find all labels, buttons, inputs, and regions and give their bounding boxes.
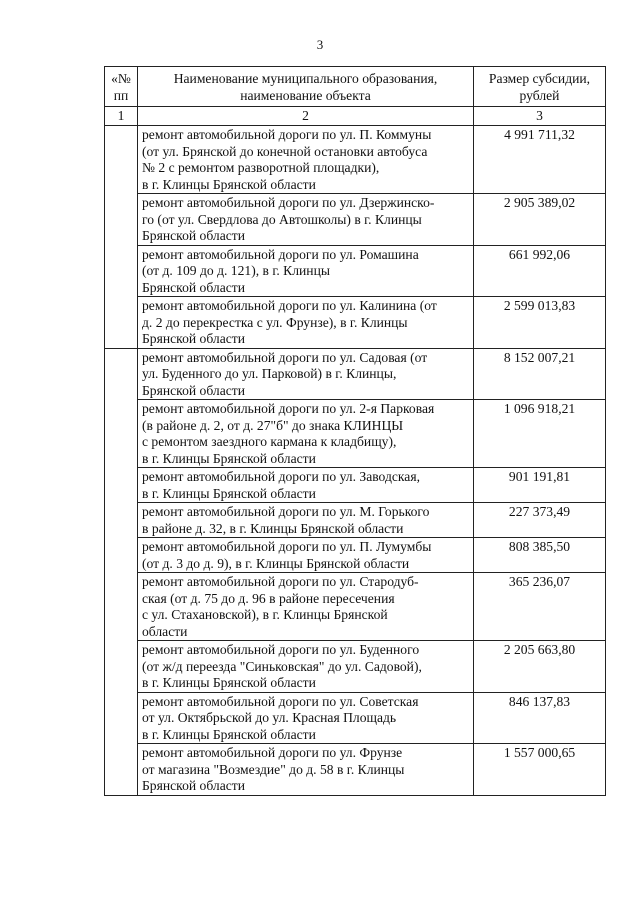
object-name-cell xyxy=(138,538,474,573)
object-name-line: от ул. Октябрьской до ул. Красная Площадь xyxy=(142,710,397,725)
object-name-line: ремонт автомобильной дороги по ул. Садовая (от xyxy=(142,349,428,365)
subsidy-amount-cell: 1 557 000,65 xyxy=(474,744,606,796)
header-name-line: Наименование муниципального образования, xyxy=(173,71,438,86)
object-name-line: д. 2 до перекрестка с ул. Фрунзе), в г. Клинцы xyxy=(142,314,408,330)
subsidy-amount-cell: 4 991 711,32 xyxy=(474,126,606,194)
column-number-row xyxy=(105,107,606,126)
object-name-line: ремонт автомобильной дороги по ул. Заводская, xyxy=(142,469,420,484)
table-row xyxy=(105,400,606,468)
object-name-line: ремонт автомобильной дороги по ул. Советская xyxy=(142,693,419,709)
page-number: 3 xyxy=(316,37,324,52)
header-num-line: пп xyxy=(113,87,129,103)
table-row xyxy=(105,538,606,573)
object-name-cell xyxy=(138,744,474,796)
object-name-line: Брянской области xyxy=(142,382,245,398)
header-amount-line: рублей xyxy=(519,87,560,103)
object-name-line: ремонт автомобильной дороги по ул. 2-я Парковая xyxy=(142,401,435,416)
table-row xyxy=(105,126,606,194)
table-body xyxy=(105,126,606,796)
object-name-line: Брянской области xyxy=(142,778,245,793)
table-row xyxy=(105,348,606,400)
subsidy-amount-cell: 365 236,07 xyxy=(474,573,606,641)
object-name-line: в г. Клинцы Брянской области xyxy=(142,726,316,742)
subsidy-amount-cell: 227 373,49 xyxy=(474,503,606,538)
object-name-line: ремонт автомобильной дороги по ул. Буденного xyxy=(142,642,420,657)
subsidy-amount-cell: 2 599 013,83 xyxy=(474,297,606,349)
object-name-line: Брянской области xyxy=(142,279,245,295)
object-name-line: (от ул. Брянской до конечной остановки автобуса xyxy=(142,143,428,159)
table-row xyxy=(105,641,606,693)
object-name-line: ул. Буденного до ул. Парковой) в г. Клинцы, xyxy=(142,366,397,381)
object-name-cell xyxy=(138,194,474,246)
object-name-line: № 2 с ремонтом разворотной площадки), xyxy=(142,160,380,175)
object-name-line: от магазина "Возмездие" до д. 58 в г. Клинцы xyxy=(142,761,405,777)
object-name-line: в г. Клинцы Брянской области xyxy=(142,485,316,501)
header-num xyxy=(105,67,138,107)
column-number: 2 xyxy=(138,107,474,126)
table-row xyxy=(105,194,606,246)
object-name-line: ремонт автомобильной дороги по ул. П. Лумумбы xyxy=(142,539,432,554)
header-name-line: наименование объекта xyxy=(240,87,371,103)
subsidy-amount-cell: 808 385,50 xyxy=(474,538,606,573)
subsidy-amount-cell: 846 137,83 xyxy=(474,692,606,744)
object-name-line: ремонт автомобильной дороги по ул. Стародуб- xyxy=(142,574,419,589)
object-name-cell xyxy=(138,573,474,641)
object-name-line: ремонт автомобильной дороги по ул. Ромашина xyxy=(142,246,419,262)
object-name-line: ская (от д. 75 до д. 96 в районе пересечения xyxy=(142,590,395,606)
object-name-cell xyxy=(138,297,474,349)
table-row xyxy=(105,468,606,503)
object-name-line: го (от ул. Свердлова до Автошколы) в г. Клинцы xyxy=(142,211,422,227)
object-name-line: ремонт автомобильной дороги по ул. П. Коммуны xyxy=(142,127,432,142)
column-number: 1 xyxy=(105,107,138,126)
row-number-cell xyxy=(105,126,138,349)
table-row xyxy=(105,297,606,349)
subsidy-amount-cell: 661 992,06 xyxy=(474,245,606,297)
object-name-cell xyxy=(138,348,474,400)
object-name-line: Брянской области xyxy=(142,331,245,346)
object-name-line: (в районе д. 2, от д. 27"б" до знака КЛИНЦЫ xyxy=(142,417,404,433)
object-name-line: ремонт автомобильной дороги по ул. Фрунзе xyxy=(142,745,403,760)
object-name-cell xyxy=(138,468,474,503)
object-name-line: ремонт автомобильной дороги по ул. М. Горького xyxy=(142,504,430,519)
header-name xyxy=(138,67,474,107)
object-name-cell xyxy=(138,503,474,538)
row-number-cell xyxy=(105,348,138,795)
header-num-line: «№ xyxy=(111,71,131,86)
object-name-line: в районе д. 32, в г. Клинцы Брянской области xyxy=(142,520,404,536)
header-amount-line: Размер субсидии, xyxy=(488,71,591,86)
object-name-line: в г. Клинцы Брянской области xyxy=(142,176,316,192)
header-amount xyxy=(474,67,606,107)
table-row xyxy=(105,744,606,796)
object-name-line: области xyxy=(142,623,188,639)
table-row xyxy=(105,692,606,744)
subsidy-amount-cell: 2 905 389,02 xyxy=(474,194,606,246)
object-name-cell xyxy=(138,692,474,744)
object-name-line: (от д. 109 до д. 121), в г. Клинцы xyxy=(142,263,330,278)
subsidy-amount-cell: 1 096 918,21 xyxy=(474,400,606,468)
object-name-line: (от д. 3 до д. 9), в г. Клинцы Брянской области xyxy=(142,555,410,571)
object-name-line: ремонт автомобильной дороги по ул. Калинина (от xyxy=(142,298,437,313)
table-row xyxy=(105,503,606,538)
object-name-line: Брянской области xyxy=(142,228,245,243)
object-name-cell xyxy=(138,641,474,693)
object-name-line: в г. Клинцы Брянской области xyxy=(142,450,316,466)
table-header-row xyxy=(105,67,606,107)
table-row xyxy=(105,245,606,297)
object-name-line: (от ж/д переезда "Синьковская" до ул. Садовой), xyxy=(142,658,422,674)
object-name-cell xyxy=(138,126,474,194)
subsidy-table xyxy=(104,66,606,796)
subsidy-amount-cell: 901 191,81 xyxy=(474,468,606,503)
subsidy-amount-cell: 2 205 663,80 xyxy=(474,641,606,693)
column-number: 3 xyxy=(474,107,606,126)
object-name-cell xyxy=(138,245,474,297)
object-name-line: ремонт автомобильной дороги по ул. Дзержинско- xyxy=(142,195,435,210)
object-name-line: в г. Клинцы Брянской области xyxy=(142,675,316,690)
object-name-cell xyxy=(138,400,474,468)
object-name-line: с ул. Стахановской), в г. Клинцы Брянской xyxy=(142,607,388,622)
object-name-line: с ремонтом заездного кармана к кладбищу), xyxy=(142,434,397,449)
subsidy-amount-cell: 8 152 007,21 xyxy=(474,348,606,400)
table-row xyxy=(105,573,606,641)
